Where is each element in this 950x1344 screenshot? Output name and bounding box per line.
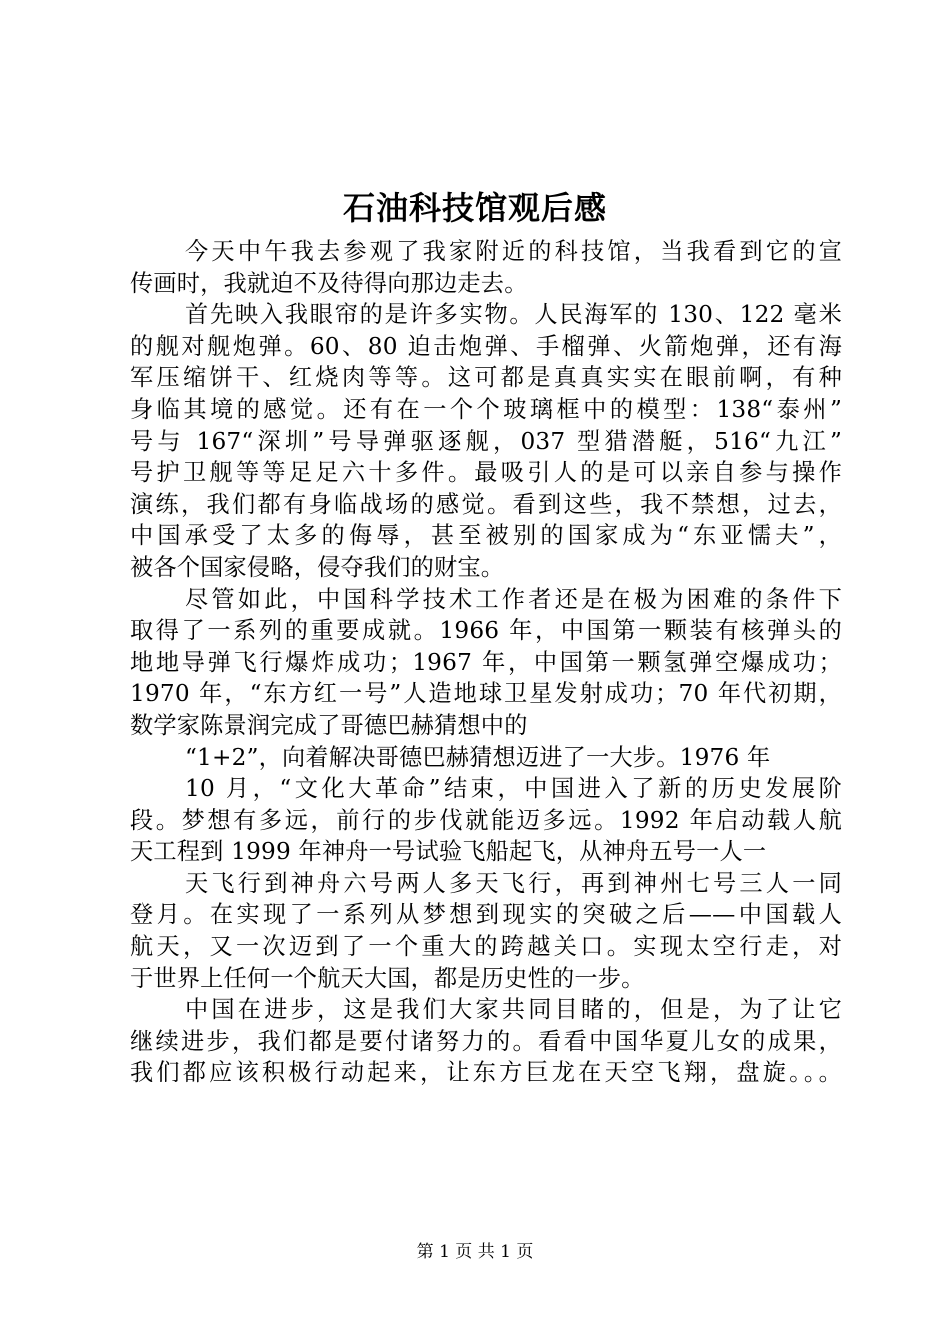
body-line: 1970 年，“东方红一号”人造地球卫星发射成功；70 年代初期， — [130, 680, 842, 708]
body-line: 10 月，“文化大革命”结束，中国进入了新的历史发展阶 — [185, 775, 842, 803]
body-line: 号护卫舰等等足足六十多件。最吸引人的是可以亲自参与操作 — [130, 459, 842, 487]
body-line: 今天中午我去参观了我家附近的科技馆，当我看到它的宣 — [185, 238, 842, 265]
body-line: 我们都应该积极行动起来，让东方巨龙在天空飞翔，盘旋。。。 — [130, 1059, 842, 1087]
page-number-footer: 第 1 页 共 1 页 — [416, 1242, 534, 1262]
body-line: 传画时，我就迫不及待得向那边走去。 — [130, 269, 528, 297]
body-line: 被各个国家侵略，侵夺我们的财宝。 — [130, 553, 505, 581]
body-line: 中国在进步，这是我们大家共同目睹的，但是，为了让它 — [185, 996, 842, 1024]
body-line: 数学家陈景润完成了哥德巴赫猜想中的 — [130, 711, 528, 739]
body-line: 的舰对舰炮弹。60、80 迫击炮弹、手榴弹、火箭炮弹，还有海 — [130, 332, 842, 360]
body-line: 继续进步，我们都是要付诸努力的。看看中国华夏儿女的成果， — [130, 1027, 842, 1055]
body-line: 航天，又一次迈到了一个重大的跨越关口。实现太空行走，对 — [130, 933, 842, 961]
body-line: 于世界上任何一个航天大国，都是历史性的一步。 — [130, 964, 645, 992]
body-line: 尽管如此，中国科学技术工作者还是在极为困难的条件下 — [185, 585, 842, 613]
body-line: 中国承受了太多的侮辱，甚至被别的国家成为“东亚懦夫”， — [130, 522, 842, 550]
body-line: 取得了一系列的重要成就。1966 年，中国第一颗装有核弹头的 — [130, 617, 842, 645]
body-line: 身临其境的感觉。还有在一个个玻璃框中的模型：138“泰州” — [130, 395, 842, 423]
body-line: 演练，我们都有身临战场的感觉。看到这些，我不禁想，过去， — [130, 490, 842, 518]
body-line: 天工程到 1999 年神舟一号试验飞船起飞，从神舟五号一人一 — [130, 838, 767, 866]
document-title: 石油科技馆观后感 — [342, 189, 607, 227]
document-body — [130, 236, 842, 1089]
body-line: 天飞行到神舟六号两人多天飞行，再到神州七号三人一同 — [185, 869, 842, 897]
body-line: 登月。在实现了一系列从梦想到现实的突破之后——中国载人 — [130, 901, 842, 929]
body-line: 军压缩饼干、红烧肉等等。这可都是真真实实在眼前啊，有种 — [130, 364, 842, 392]
body-line: 号与 167“深圳”号导弹驱逐舰，037 型猎潜艇，516“九江” — [130, 427, 842, 455]
body-line: “1+2”，向着解决哥德巴赫猜想迈进了一大步。1976 年 — [185, 743, 771, 771]
body-line: 段。梦想有多远，前行的步伐就能迈多远。1992 年启动载人航 — [130, 806, 842, 834]
body-line: 首先映入我眼帘的是许多实物。人民海军的 130、122 毫米 — [185, 301, 842, 329]
body-line: 地地导弹飞行爆炸成功；1967 年，中国第一颗氢弹空爆成功； — [130, 648, 842, 676]
